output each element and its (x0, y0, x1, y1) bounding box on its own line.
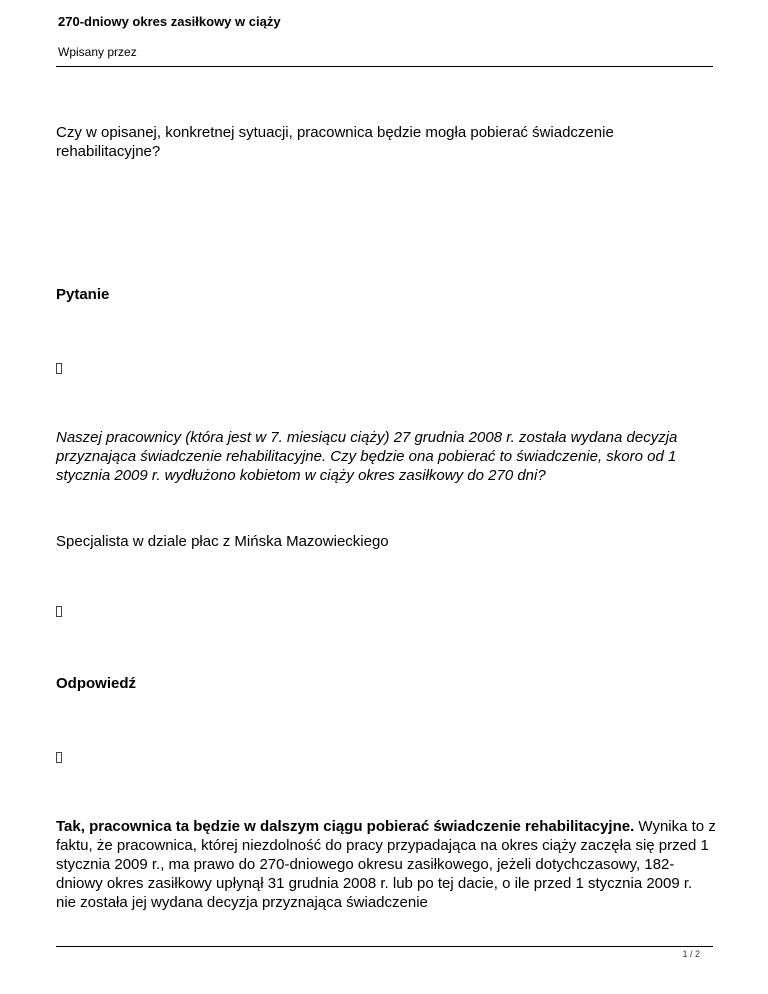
intro-paragraph: Czy w opisanej, konkretnej sytuacji, pracownica będzie mogła pobierać świadczenie rehabilitacyjne? (56, 124, 614, 160)
question-heading: Pytanie (56, 286, 110, 303)
page-header (56, 0, 713, 67)
question-text: Naszej pracownicy (która jest w 7. miesiącu ciąży) 27 grudnia 2008 r. została wydana decyzja przyznająca świadczenie rehabilitacyjne. Czy będzie ona pobierać to świadczenie, skoro od 1 stycznia 2009 r. wydłużono kobietom w ciąży okres zasiłkowy do 270 dni? (56, 429, 678, 484)
question-author: Specjalista w dziale płac z Mińska Mazowieckiego (56, 533, 389, 550)
answer-heading: Odpowiedź (56, 675, 136, 692)
missing-glyph-icon (56, 752, 62, 763)
document-title: 270-dniowy okres zasiłkowy w ciąży (58, 14, 281, 29)
missing-glyph-icon (56, 363, 62, 374)
answer-lead: Tak, pracownica ta będzie w dalszym ciągu pobierać świadczenie rehabilitacyjne. (56, 818, 635, 835)
footer-divider (56, 946, 713, 947)
missing-glyph-icon (56, 606, 62, 617)
answer-paragraph (56, 817, 716, 912)
author-byline: Wpisany przez (58, 45, 137, 59)
answer-body: Wynika to z faktu, że pracownica, której niezdolność do pracy przypadająca na okres ciąży zaczęła się przed 1 stycznia 2009 r., ma prawo do 270-dniowego okresu zasiłkowego, jeżeli dotychczasowy, 182-dniowy okres zasiłkowy upłynął 31 grudnia 2008 r. lub po tej dacie, o ile przed 1 stycznia 2009 r. nie została jej wydana decyzja przyznająca świadczenie (56, 818, 716, 911)
page-number: 1 / 2 (682, 949, 700, 959)
